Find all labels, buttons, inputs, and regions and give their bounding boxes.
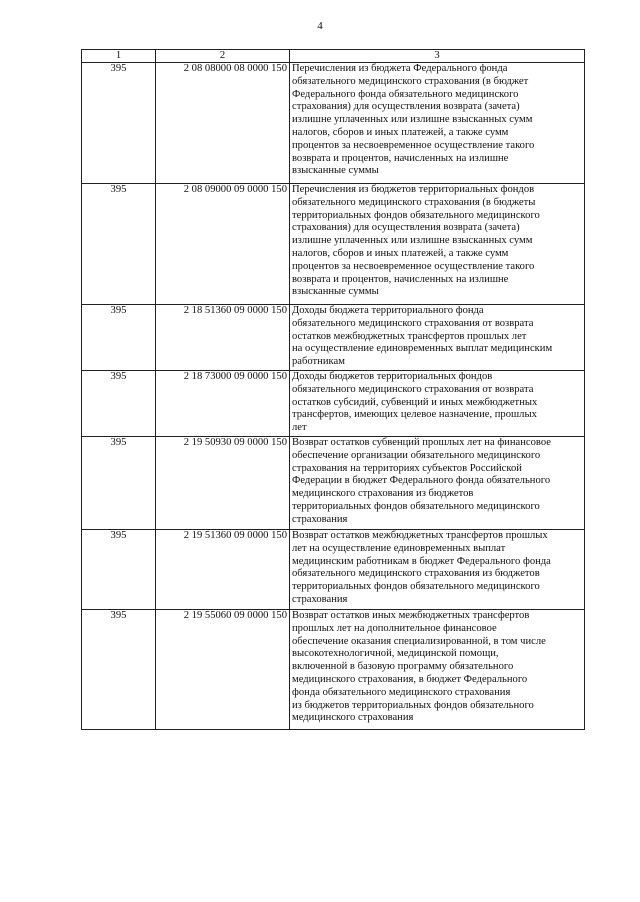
- description-text: Возврат остатков субвенций прошлых лет на финансовое обеспечение организации обязательного медицинского страхования на территориях субъектов Российской Федерации в бюджет Федерального фонда обязательного медицинского страхования из бюджетов территориальных фондов обязательного медицинского страхования: [292, 437, 551, 525]
- description-text: Возврат остатков иных межбюджетных трансфертов прошлых лет на дополнительное финансовое обеспечение оказания специализированной, в том числе высокотехнологичной, медицинской помощи, включенной в базовую программу обязательного медицинского страхования, в бюджет Федерального фонда обязательного медицинского страхования из бюджетов территориальных фондов обязательного медицинского страхования: [292, 610, 546, 724]
- table-row: [82, 610, 585, 730]
- admin-code-cell: 395: [82, 63, 156, 184]
- table-row: [82, 63, 585, 184]
- description-cell: [290, 437, 585, 530]
- description-text: Возврат остатков межбюджетных трансфертов прошлых лет на осуществление единовременных выплат медицинским работникам в бюджет Федерального фонда обязательного медицинского страхования из бюджетов территориальных фондов обязательного медицинского страхования: [292, 530, 551, 605]
- description-cell: [290, 63, 585, 184]
- header-col-2: 2: [156, 50, 290, 63]
- classification-code-cell: 2 08 09000 09 0000 150: [156, 184, 290, 305]
- classification-code-cell: 2 19 55060 09 0000 150: [156, 610, 290, 730]
- admin-code-cell: 395: [82, 305, 156, 371]
- admin-code-cell: 395: [82, 184, 156, 305]
- revenue-codes-table: [81, 49, 585, 730]
- description-text: Перечисления из бюджета Федерального фонда обязательного медицинского страхования (в бюджет Федерального фонда обязательного медицинского страхования) для осуществления возврата (зачета) излишне уплаченных или излишне взысканных сумм налогов, сборов и иных платежей, а также сумм процентов за несвоевременное осуществление такого возврата и процентов, начисленных на излишне взысканные суммы: [292, 63, 535, 177]
- description-cell: [290, 530, 585, 610]
- table-row: [82, 371, 585, 437]
- admin-code-cell: 395: [82, 530, 156, 610]
- table-row: [82, 437, 585, 530]
- page-number: 4: [317, 20, 323, 32]
- classification-code-cell: 2 18 73000 09 0000 150: [156, 371, 290, 437]
- admin-code-cell: 395: [82, 437, 156, 530]
- classification-code-cell: 2 08 08000 08 0000 150: [156, 63, 290, 184]
- table-row: [82, 530, 585, 610]
- admin-code-cell: 395: [82, 371, 156, 437]
- classification-code-cell: 2 19 51360 09 0000 150: [156, 530, 290, 610]
- header-col-1: 1: [82, 50, 156, 63]
- description-cell: [290, 184, 585, 305]
- header-col-3: 3: [290, 50, 585, 63]
- admin-code-cell: 395: [82, 610, 156, 730]
- header-row: [82, 50, 585, 63]
- classification-code-cell: 2 19 50930 09 0000 150: [156, 437, 290, 530]
- classification-code-cell: 2 18 51360 09 0000 150: [156, 305, 290, 371]
- table-header: [82, 50, 585, 63]
- description-cell: [290, 610, 585, 730]
- table-body: [82, 63, 585, 730]
- description-text: Доходы бюджетов территориальных фондов обязательного медицинского страхования от возврата остатков субсидий, субвенций и иных межбюджетных трансфертов, имеющих целевое назначение, прошлых лет: [292, 371, 538, 434]
- table-row: [82, 305, 585, 371]
- description-text: Перечисления из бюджетов территориальных фондов обязательного медицинского страхования (в бюджеты территориальных фондов обязательного медицинского страхования) для осуществления возврата (зачета) излишне уплаченных или излишне взысканных сумм налогов, сборов и иных платежей, а также сумм процентов за несвоевременное осуществление такого возврата и процентов, начисленных на излишне взысканные суммы: [292, 184, 540, 298]
- description-cell: [290, 305, 585, 371]
- description-text: Доходы бюджета территориального фонда обязательного медицинского страхования от возврата остатков межбюджетных трансфертов прошлых лет на осуществление единовременных выплат медицинским работникам: [292, 305, 553, 368]
- table-row: [82, 184, 585, 305]
- description-cell: [290, 371, 585, 437]
